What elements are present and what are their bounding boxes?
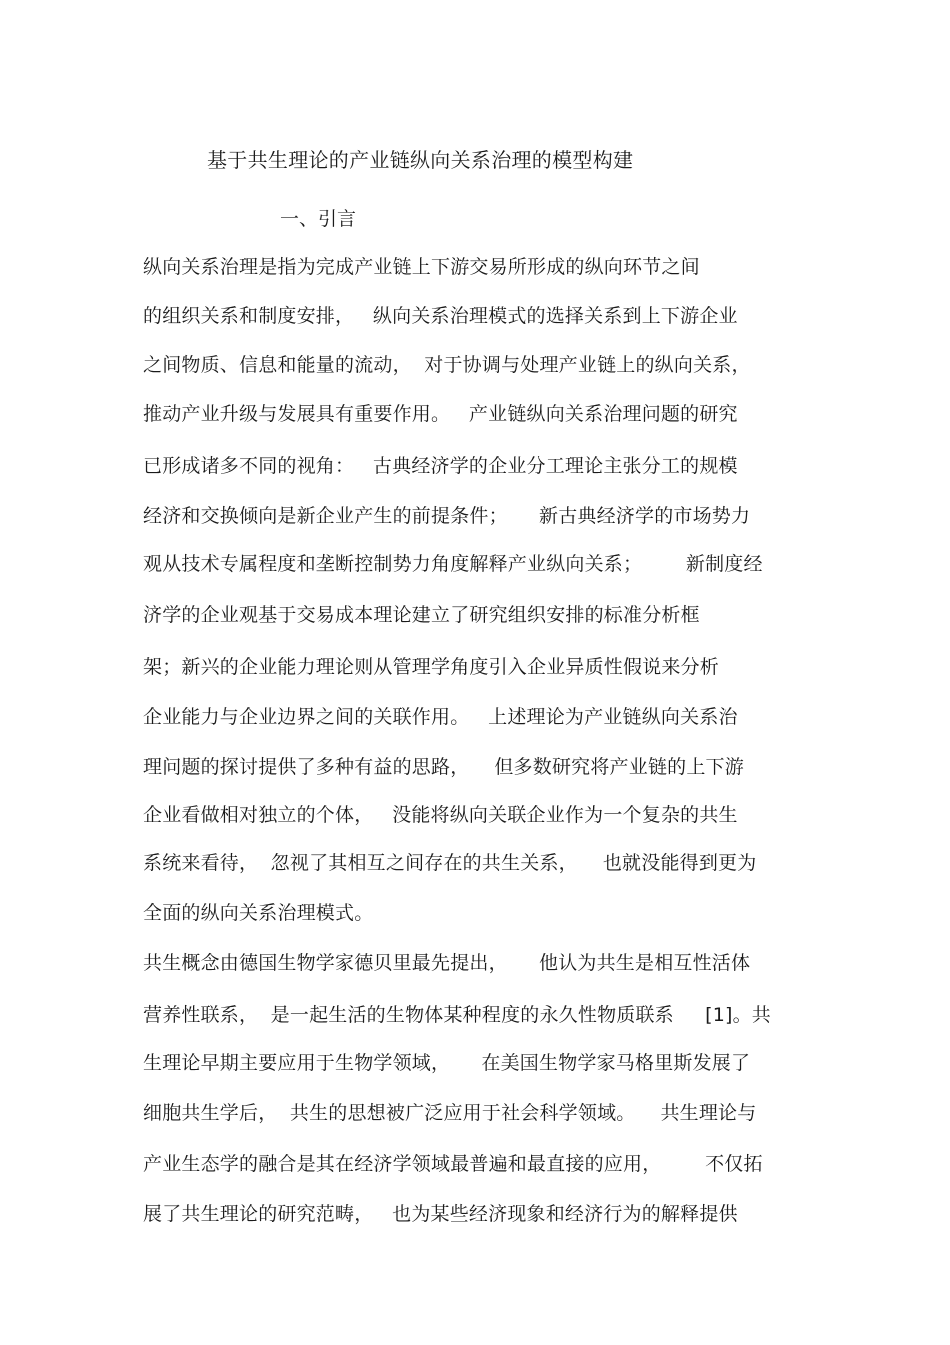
body-text-line: 架；新兴的企业能力理论则从管理学角度引入企业异质性假说来分析 xyxy=(143,656,720,678)
body-text-line: 已形成诸多不同的视角： 古典经济学的企业分工理论主张分工的规模 xyxy=(143,455,738,477)
body-text-line: 企业看做相对独立的个体， 没能将纵向关联企业作为一个复杂的共生 xyxy=(143,804,738,826)
body-text-line: 之间物质、信息和能量的流动， 对于协调与处理产业链上的纵向关系， xyxy=(143,354,751,376)
body-text-line: 济学的企业观基于交易成本理论建立了研究组织安排的标准分析框 xyxy=(143,604,700,626)
body-text-line: 细胞共生学后， 共生的思想被广泛应用于社会科学领域。 共生理论与 xyxy=(143,1102,757,1124)
document-title: 基于共生理论的产业链纵向关系治理的模型构建 xyxy=(207,148,634,172)
body-text-line: 纵向关系治理是指为完成产业链上下游交易所形成的纵向环节之间 xyxy=(143,256,700,278)
body-text-line: 经济和交换倾向是新企业产生的前提条件； 新古典经济学的市场势力 xyxy=(143,505,751,527)
body-text-line: 的组织关系和制度安排， 纵向关系治理模式的选择关系到上下游企业 xyxy=(143,305,738,327)
body-text-line: 理问题的探讨提供了多种有益的思路， 但多数研究将产业链的上下游 xyxy=(143,756,744,778)
body-text-line: 营养性联系， 是一起生活的生物体某种程度的永久性物质联系 [1]。共 xyxy=(143,1004,771,1026)
body-text-line: 推动产业升级与发展具有重要作用。 产业链纵向关系治理问题的研究 xyxy=(143,403,738,425)
body-text-line: 共生概念由德国生物学家德贝里最先提出， 他认为共生是相互性活体 xyxy=(143,952,751,974)
body-text-line: 展了共生理论的研究范畴， 也为某些经济现象和经济行为的解释提供 xyxy=(143,1203,738,1225)
body-text-line: 生理论早期主要应用于生物学领域， 在美国生物学家马格里斯发展了 xyxy=(143,1052,751,1074)
body-text-line: 观从技术专属程度和垄断控制势力角度解释产业纵向关系； 新制度经 xyxy=(143,553,763,575)
body-text-line: 企业能力与企业边界之间的关联作用。 上述理论为产业链纵向关系治 xyxy=(143,706,738,728)
section-heading-introduction: 一、引言 xyxy=(280,208,357,230)
body-text-line: 全面的纵向关系治理模式。 xyxy=(143,902,374,924)
body-text-line: 产业生态学的融合是其在经济学领域最普遍和最直接的应用， 不仅拓 xyxy=(143,1153,763,1175)
body-text-line: 系统来看待， 忽视了其相互之间存在的共生关系， 也就没能得到更为 xyxy=(143,852,757,874)
